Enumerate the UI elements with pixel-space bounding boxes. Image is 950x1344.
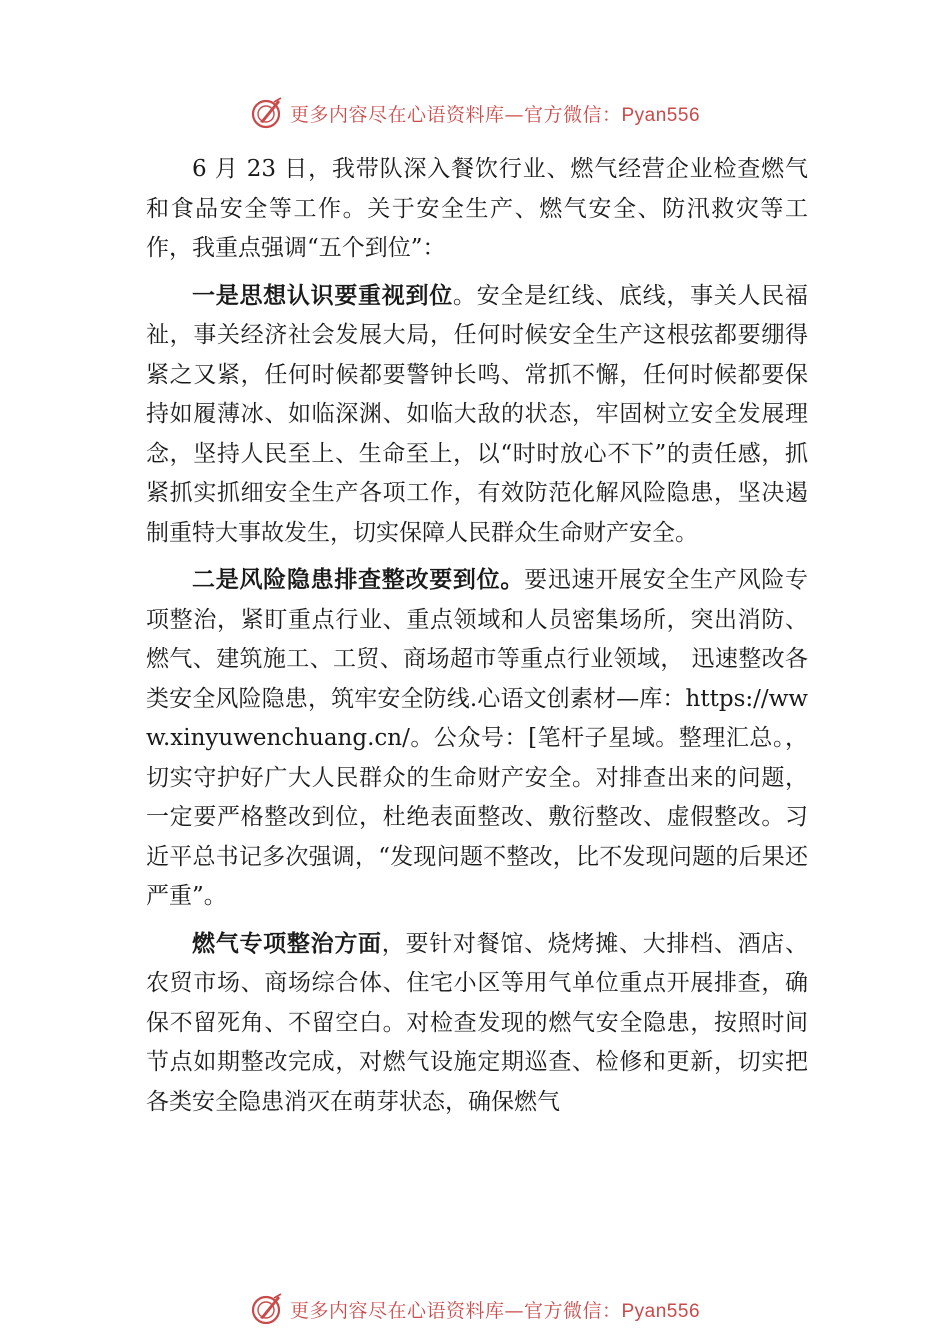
wechat-id: Pyan556 — [621, 104, 701, 126]
paragraph-body: 。安全是红线、底线，事关人民福祉，事关经济社会发展大局，任何时候安全生产这根弦都要绷得紧之又紧，任何时候都要警钟长鸣、常抓不懈，任何时候都要保持如履薄冰、如临深渊、如临大敌的状态，牢固树立安全发展理念，坚持人民至上、生命至上，以“时时放心不下”的责任感，抓紧抓实抓细安全生产各项工作，有效防范化解风险隐患，坚决遏制重特大事故发生，切实保障人民群众生命财产安全。 — [146, 282, 809, 546]
gas-rectification-paragraph — [146, 925, 808, 1123]
point-two-paragraph — [146, 561, 808, 917]
quill-seal-icon — [250, 1292, 284, 1326]
intro-paragraph — [146, 150, 808, 269]
paragraph-lead: 二是风险隐患排查整改要到位。 — [192, 567, 525, 593]
watermark-text: 更多内容尽在心语资料库—官方微信：Pyan556 — [289, 103, 701, 126]
wechat-id: Pyan556 — [621, 1300, 701, 1322]
header-watermark — [0, 93, 950, 133]
paragraph-body: 6 月 23 日，我带队深入餐饮行业、燃气经营企业检查燃气和食品安全等工作。关于安全生产、燃气安全、防汛救灾等工作，我重点强调“五个到位”： — [146, 156, 808, 261]
point-one-paragraph — [146, 277, 808, 554]
quill-seal-icon — [250, 96, 284, 130]
footer-watermark — [0, 1289, 950, 1329]
paragraph-lead: 燃气专项整治方面 — [192, 930, 382, 957]
paragraph-lead: 一是思想认识要重视到位 — [192, 282, 453, 309]
paragraph-body: 要迅速开展安全生产风险专项整治，紧盯重点行业、重点领域和人员密集场所，突出消防、燃气、建筑施工、工贸、商场超市等重点行业领域， 迅速整改各类安全风险隐患，筑牢安全防线.心语文创素材—库：https://www.xinyuwenchuang.cn/。公众号：[笔杆子星域。整理汇总。，切实守护好广大人民群众的生命财产安全。对排查出来的问题，一定要严格整改到位，杜绝表面整改、敷衍整改、虚假整改。习近平总书记多次强调，“发现问题不整改，比不发现问题的后果还严重”。 — [146, 567, 809, 909]
watermark-text: 更多内容尽在心语资料库—官方微信：Pyan556 — [289, 1299, 701, 1322]
paragraph-body: ，要针对餐馆、烧烤摊、大排档、酒店、农贸市场、商场综合体、住宅小区等用气单位重点开展排查，确保不留死角、不留空白。对检查发现的燃气安全隐患，按照时间节点如期整改完成，对燃气设施定期巡查、检修和更新，切实把各类安全隐患消灭在萌芽状态，确保燃气 — [146, 930, 809, 1115]
document-body — [146, 150, 808, 1130]
